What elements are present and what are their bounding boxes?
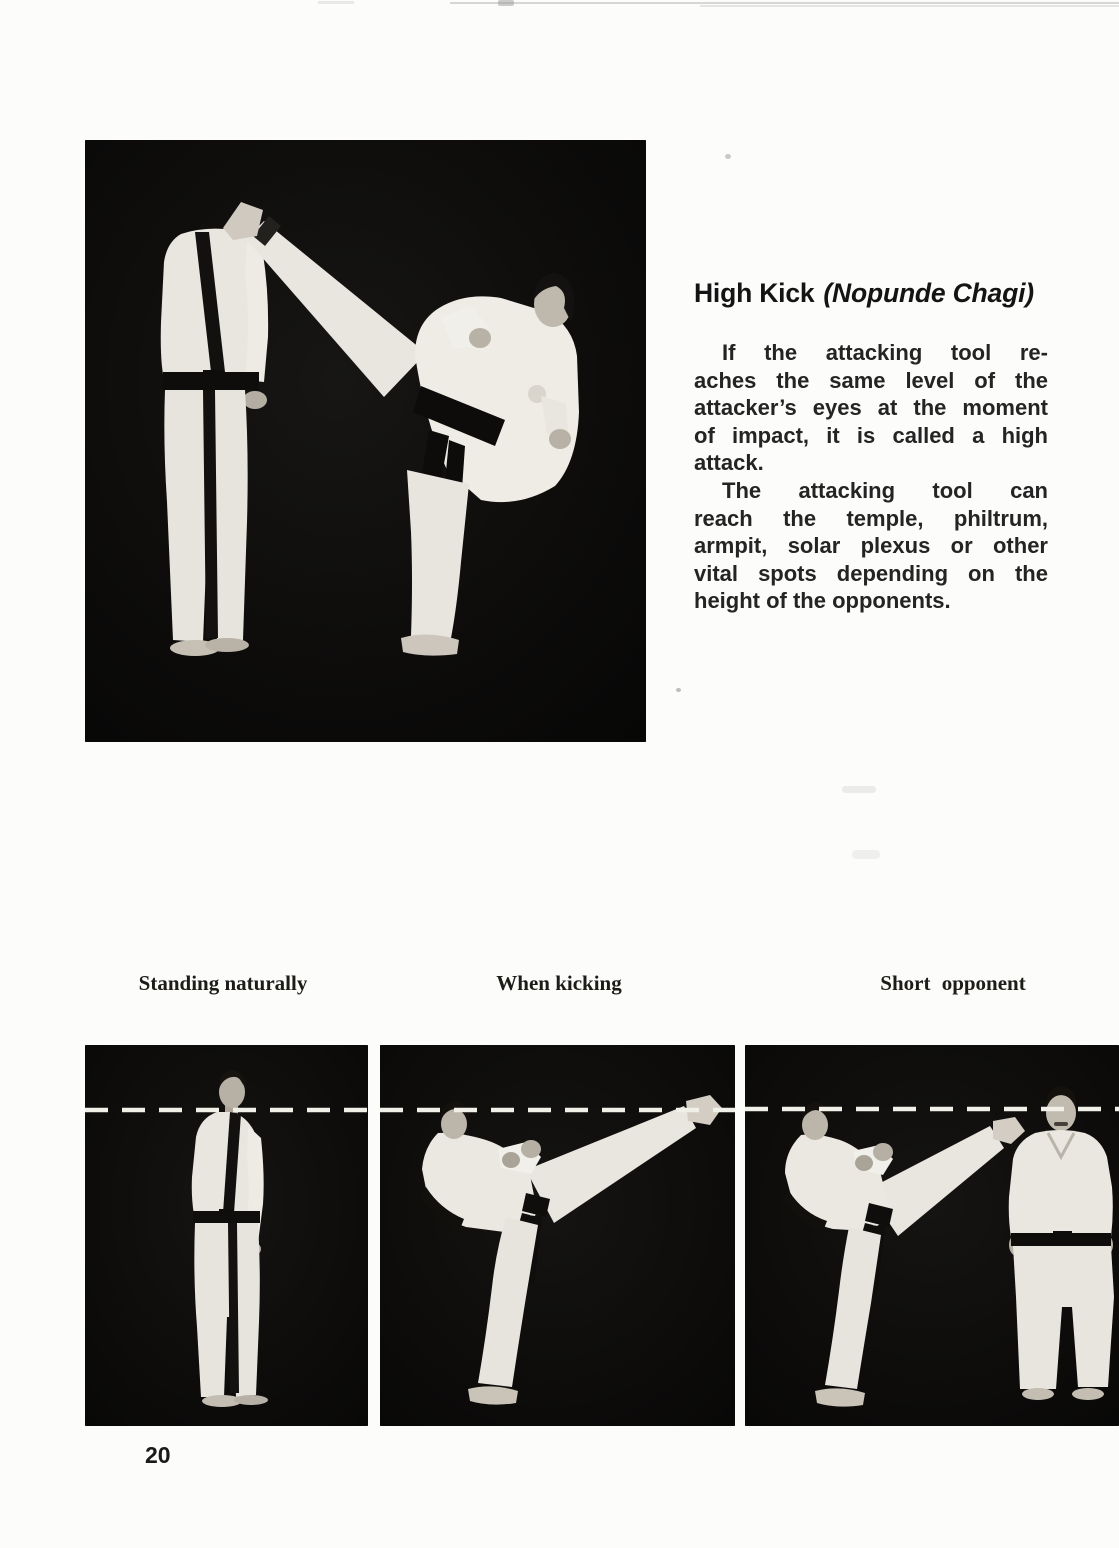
photo-background bbox=[380, 1045, 735, 1426]
scan-artifact bbox=[725, 154, 731, 159]
article-title-text: High Kick bbox=[694, 278, 815, 308]
article-title-romanized: (Nopunde Chagi) bbox=[823, 278, 1034, 308]
scan-artifact bbox=[498, 0, 514, 6]
photo-caption-short-opponent: Short opponent bbox=[880, 971, 1026, 995]
scan-artifact bbox=[842, 786, 876, 793]
body-line: If the attacking tool re- bbox=[722, 340, 1048, 365]
article-title bbox=[694, 278, 1048, 309]
scan-artifact bbox=[318, 1, 354, 4]
body-line: aches the same level of the bbox=[694, 367, 1048, 393]
photo-short-opponent bbox=[745, 1045, 1119, 1426]
scan-artifact bbox=[450, 2, 1119, 4]
photo-caption-when-kicking: When kicking bbox=[496, 971, 622, 995]
body-line: The attacking tool can bbox=[722, 477, 1048, 503]
body-line: of impact, it is called a high bbox=[694, 422, 1048, 448]
body-line: attack. bbox=[694, 450, 764, 476]
page-number: 20 bbox=[145, 1442, 171, 1468]
scan-artifact bbox=[700, 5, 1119, 7]
article bbox=[694, 278, 1048, 615]
body-line: armpit, solar plexus or other bbox=[694, 533, 1048, 559]
photo-caption-standing-naturally: Standing naturally bbox=[138, 971, 308, 995]
main-photo bbox=[85, 140, 646, 742]
scan-artifact bbox=[676, 688, 681, 692]
scan-artifact bbox=[852, 850, 880, 859]
body-line: attacker’s eyes at the moment bbox=[694, 395, 1048, 421]
article-body bbox=[694, 339, 1048, 615]
photo-standing-naturally bbox=[85, 1045, 368, 1426]
body-line: height of the opponents. bbox=[694, 588, 951, 614]
body-line: reach the temple, philtrum, bbox=[694, 505, 1048, 531]
photo-when-kicking bbox=[380, 1045, 735, 1426]
body-line: vital spots depending on the bbox=[694, 560, 1048, 586]
